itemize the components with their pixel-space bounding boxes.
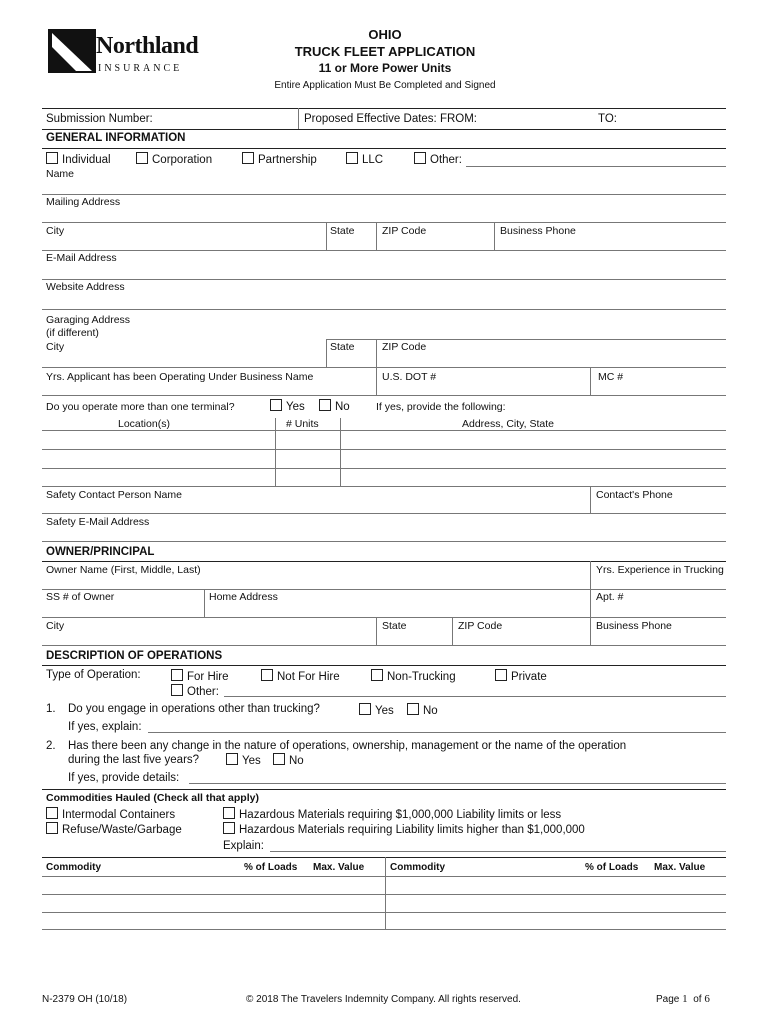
terminal-yes[interactable]: Yes: [270, 399, 305, 413]
terminal-no[interactable]: No: [319, 399, 350, 413]
page-label: Page: [656, 994, 680, 1005]
garaging-city-label: City: [46, 341, 65, 353]
northland-logo-icon: [46, 27, 98, 75]
logo-wordmark: Northland: [96, 33, 199, 59]
logo-subtext: INSURANCE: [98, 63, 183, 74]
safety-contact-label: Safety Contact Person Name: [46, 489, 182, 501]
garaging-zip-label: ZIP Code: [382, 341, 427, 353]
q1-no[interactable]: No: [407, 703, 438, 717]
checkbox[interactable]: [46, 807, 58, 819]
contact-phone-label: Contact's Phone: [596, 489, 673, 501]
type-of-operation-label: Type of Operation:: [46, 669, 141, 681]
owner-heading: OWNER/PRINCIPAL: [46, 546, 155, 558]
q2-yes[interactable]: Yes: [226, 753, 261, 767]
checkbox[interactable]: [226, 753, 238, 765]
website-label: Website Address: [46, 281, 125, 293]
commodity-row[interactable]: [42, 912, 726, 913]
loads-col-header-2: % of Loads: [585, 862, 639, 873]
address-header: Address, City, State: [462, 418, 555, 430]
terminal-row[interactable]: [42, 486, 726, 487]
checkbox[interactable]: [407, 703, 419, 715]
form-subtitle: 11 or More Power Units: [318, 61, 452, 75]
checkbox[interactable]: [346, 152, 358, 164]
owner-business-phone-label: Business Phone: [596, 620, 672, 632]
terminal-question: Do you operate more than one terminal?: [46, 401, 235, 413]
owner-ss-label: SS # of Owner: [46, 591, 115, 603]
q1-yes[interactable]: Yes: [359, 703, 394, 717]
checkbox[interactable]: [273, 753, 285, 765]
effective-to-label: TO:: [598, 113, 617, 125]
op-private[interactable]: Private: [495, 669, 547, 683]
entity-individual[interactable]: Individual: [46, 152, 111, 166]
name-label: Name: [46, 168, 75, 180]
owner-name-label: Owner Name (First, Middle, Last): [46, 564, 201, 576]
if-yes-provide: If yes, provide the following:: [376, 401, 506, 413]
operations-heading: DESCRIPTION OF OPERATIONS: [46, 650, 223, 662]
commodity-hazmat-high[interactable]: Hazardous Materials requiring Liability limits higher than $1,000,000: [223, 822, 585, 836]
q1-explain-label: If yes, explain:: [68, 721, 142, 733]
general-info-heading: GENERAL INFORMATION: [46, 132, 186, 144]
locations-header: Location(s): [118, 418, 170, 430]
entity-other[interactable]: Other:: [414, 152, 462, 166]
op-other-field[interactable]: [224, 696, 726, 697]
checkbox[interactable]: [223, 807, 235, 819]
checkbox[interactable]: [261, 669, 273, 681]
checkbox[interactable]: [495, 669, 507, 681]
email-field[interactable]: [42, 279, 726, 280]
max-value-col-header-2: Max. Value: [654, 862, 706, 873]
garaging-label: Garaging Address: [46, 314, 131, 326]
form-note: Entire Application Must Be Completed and Signed: [274, 80, 496, 91]
copyright: © 2018 The Travelers Indemnity Company. All rights reserved.: [246, 994, 521, 1005]
commodities-heading: Commodities Hauled (Check all that apply): [46, 792, 259, 804]
checkbox[interactable]: [414, 152, 426, 164]
entity-partnership[interactable]: Partnership: [242, 152, 317, 166]
q2-no[interactable]: No: [273, 753, 304, 767]
max-value-col-header: Max. Value: [313, 862, 365, 873]
checkbox[interactable]: [46, 822, 58, 834]
checkbox[interactable]: [171, 669, 183, 681]
form-title: TRUCK FLEET APPLICATION: [294, 44, 476, 59]
submission-number-label: Submission Number:: [46, 113, 153, 125]
page-number: 1: [682, 993, 688, 1005]
owner-apt-label: Apt. #: [596, 591, 624, 603]
op-for-hire[interactable]: For Hire: [171, 669, 229, 683]
op-other[interactable]: Other:: [171, 684, 219, 698]
checkbox[interactable]: [359, 703, 371, 715]
zip-label: ZIP Code: [382, 225, 427, 237]
mc-label: MC #: [598, 371, 624, 383]
terminal-row[interactable]: [42, 468, 726, 469]
commodity-hazmat-low[interactable]: Hazardous Materials requiring $1,000,000 Liability limits or less: [223, 807, 561, 821]
logo: [46, 27, 199, 77]
page-indicator: [656, 993, 710, 1005]
q1-number: 1.: [46, 703, 56, 715]
q2-details-field[interactable]: [189, 783, 726, 784]
entity-llc[interactable]: LLC: [346, 152, 383, 166]
form-id: N-2379 OH (10/18): [42, 994, 128, 1005]
checkbox[interactable]: [371, 669, 383, 681]
owner-zip-label: ZIP Code: [458, 620, 503, 632]
checkbox[interactable]: [223, 822, 235, 834]
safety-email-field[interactable]: [42, 541, 726, 542]
q2-number: 2.: [46, 740, 56, 752]
q2-text-line2: during the last five years?: [68, 754, 200, 766]
website-field[interactable]: [42, 309, 726, 310]
form-state: OHIO: [368, 27, 402, 42]
owner-experience-label: Yrs. Experience in Trucking: [596, 564, 724, 576]
checkbox[interactable]: [242, 152, 254, 164]
email-label: E-Mail Address: [46, 252, 117, 264]
effective-from-label: Proposed Effective Dates: FROM:: [304, 113, 477, 125]
commodity-refuse[interactable]: Refuse/Waste/Garbage: [46, 822, 182, 836]
business-phone-label: Business Phone: [500, 225, 576, 237]
owner-state-label: State: [382, 620, 407, 632]
q2-details-label: If yes, provide details:: [68, 772, 180, 784]
garaging-if-different: (if different): [46, 327, 99, 339]
q1-explain-field[interactable]: [148, 732, 726, 733]
mailing-address-field[interactable]: [42, 222, 726, 223]
commodity-explain-field[interactable]: [270, 851, 726, 852]
checkbox[interactable]: [319, 399, 331, 411]
checkbox[interactable]: [171, 684, 183, 696]
loads-col-header: % of Loads: [244, 862, 298, 873]
commodity-row[interactable]: [42, 894, 726, 895]
state-label: State: [330, 225, 355, 237]
commodity-col-header: Commodity: [46, 862, 101, 873]
city-label: City: [46, 225, 65, 237]
page-of: of: [693, 994, 702, 1005]
op-non-trucking[interactable]: Non-Trucking: [371, 669, 456, 683]
checkbox[interactable]: [136, 152, 148, 164]
garaging-state-label: State: [330, 341, 355, 353]
safety-email-label: Safety E-Mail Address: [46, 516, 150, 528]
years-operating-label: Yrs. Applicant has been Operating Under Business Name: [46, 371, 314, 383]
commodity-col-header-2: Commodity: [390, 862, 445, 873]
units-header: # Units: [286, 418, 319, 430]
checkbox[interactable]: [46, 152, 58, 164]
commodity-row[interactable]: [42, 929, 726, 930]
page-total: 6: [704, 993, 710, 1005]
checkbox[interactable]: [270, 399, 282, 411]
op-not-for-hire[interactable]: Not For Hire: [261, 669, 340, 683]
terminal-row[interactable]: [42, 449, 726, 450]
owner-home-address-label: Home Address: [209, 591, 278, 603]
commodity-intermodal[interactable]: Intermodal Containers: [46, 807, 175, 821]
owner-city-label: City: [46, 620, 65, 632]
dot-label: U.S. DOT #: [382, 371, 437, 383]
q1-text: Do you engage in operations other than trucking?: [68, 703, 320, 715]
name-field[interactable]: [42, 194, 726, 195]
entity-corporation[interactable]: Corporation: [136, 152, 212, 166]
commodity-explain-label: Explain:: [223, 840, 264, 852]
mailing-address-label: Mailing Address: [46, 196, 121, 208]
q2-text-line1: Has there been any change in the nature of operations, ownership, management or the name of the operation: [68, 740, 627, 752]
